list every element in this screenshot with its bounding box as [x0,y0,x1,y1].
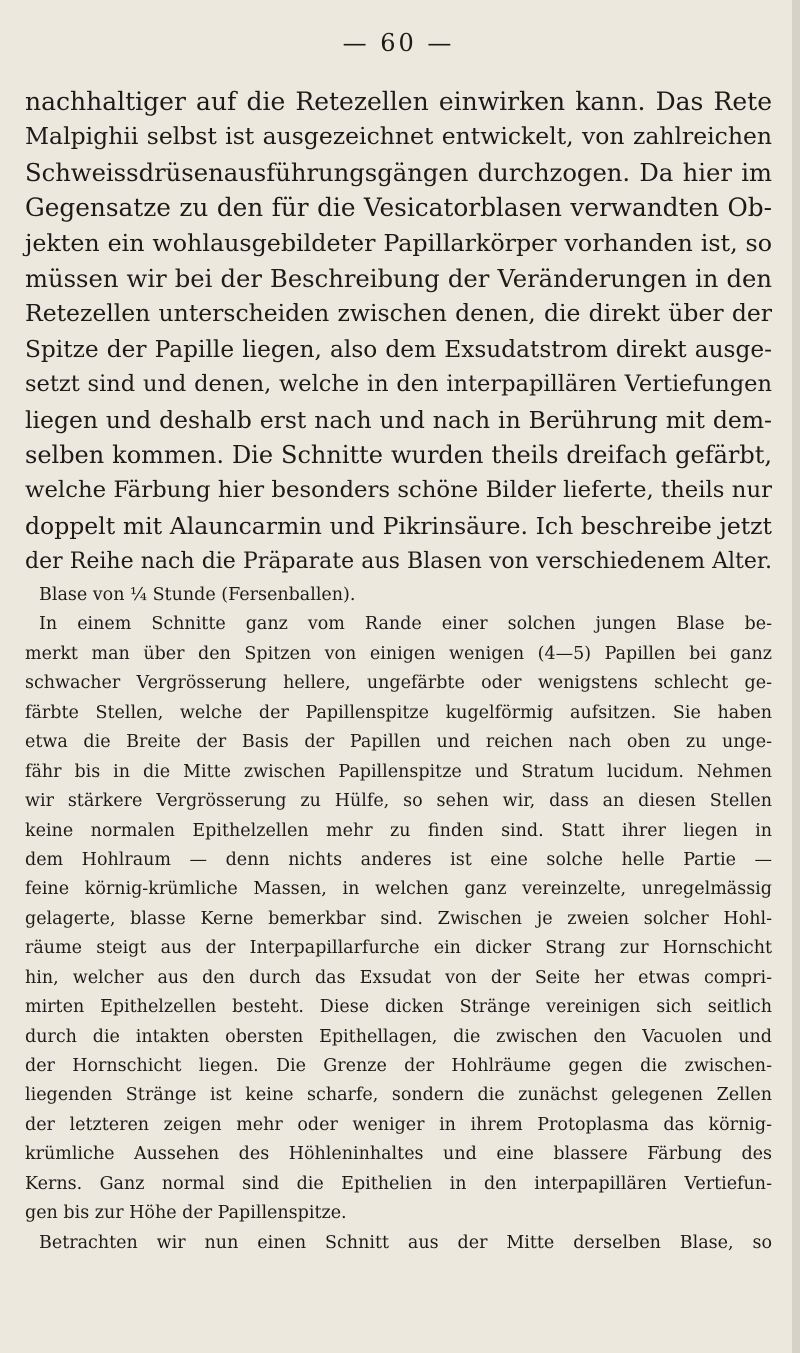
text-line: müssen wir bei der Beschreibung der Veränderungen in den [25,263,772,293]
small-text-line: Kerns. Ganz normal sind die Epithelien in den interpapillären Vertiefun- [25,1173,772,1194]
text-line: jekten ein wohlausgebildeter Papillarkörper vorhanden ist, so [25,228,772,257]
text-line: Spitze der Papille liegen, also dem Exsudatstrom direkt ausge- [25,335,772,363]
text-line: nachhaltiger auf die Retezellen einwirken kann. Das Rete [25,87,772,116]
text-line: doppelt mit Alauncarmin und Pikrinsäure. Ich beschreibe jetzt [25,511,772,540]
small-text-line: fähr bis in die Mitte zwischen Papillenspitze und Stratum lucidum. Nehmen [25,761,772,782]
page-number: — 60 — [342,29,455,57]
small-text-line: färbte Stellen, welche der Papillenspitze kugelförmig aufsitzen. Sie haben [25,702,772,723]
small-text-line: hin, welcher aus den durch das Exsudat von der Seite her etwas compri- [25,967,772,988]
text-line: welche Färbung hier besonders schöne Bilder lieferte, theils nur [25,477,772,504]
small-text-line: gen bis zur Höhe der Papillenspitze. [25,1203,347,1224]
small-text-line: mirten Epithelzellen besteht. Diese dicken Stränge vereinigen sich seitlich [25,997,772,1018]
small-text-line: Betrachten wir nun einen Schnitt aus der Mitte derselben Blase, so [39,1232,772,1253]
text-line: liegen und deshalb erst nach und nach in Berührung mit dem- [25,405,772,434]
small-text-line: etwa die Breite der Basis der Papillen und reichen nach oben zu unge- [25,732,772,753]
section-heading: Blase von ¼ Stunde (Fersenballen). [39,585,356,606]
small-text-line: der Hornschicht liegen. Die Grenze der Hohlräume gegen die zwischen- [25,1056,772,1077]
text-line: der Reihe nach die Präparate aus Blasen von verschiedenem Alter. [25,549,772,575]
text-line: selben kommen. Die Schnitte wurden theils dreifach gefärbt, [25,440,772,469]
small-text-line: durch die intakten obersten Epithellagen, die zwischen den Vacuolen und [25,1026,772,1047]
text-line: Retezellen unterscheiden zwischen denen, die direkt über der [25,299,772,328]
text-line: Malpighii selbst ist ausgezeichnet entwickelt, von zahlreichen [25,122,772,151]
small-text-line: merkt man über den Spitzen von einigen wenigen (4—5) Papillen bei ganz [25,643,772,664]
small-text-line: wir stärkere Vergrösserung zu Hülfe, so sehen wir, dass an diesen Stellen [25,791,772,812]
text-line: Gegensatze zu den für die Vesicatorblasen verwandten Ob- [25,193,772,223]
main-paragraph [25,84,772,579]
small-text-line: gelagerte, blasse Kerne bemerkbar sind. Zwischen je zweien solcher Hohl- [25,908,772,929]
small-text-line: räume steigt aus der Interpapillarfurche ein dicker Strang zur Hornschicht [25,938,772,959]
small-text-line: dem Hohlraum — denn nichts anderes ist eine solche helle Partie — [25,849,772,870]
small-text-line: keine normalen Epithelzellen mehr zu finden sind. Statt ihrer liegen in [25,820,772,841]
small-text-line: krümliche Aussehen des Höhleninhaltes und eine blassere Färbung des [25,1144,772,1165]
text-line: setzt sind und denen, welche in den interpapillären Vertiefungen [25,371,772,398]
small-text-line: feine körnig-krümliche Massen, in welchen ganz vereinzelte, unregelmässig [25,879,772,900]
small-text-line: der letzteren zeigen mehr oder weniger in ihrem Protoplasma das körnig- [25,1114,772,1135]
text-line: Schweissdrüsenausführungsgängen durchzogen. Da hier im [25,157,772,187]
small-text-line: schwacher Vergrösserung hellere, ungefärbte oder wenigstens schlecht ge- [25,673,772,694]
small-text-line: In einem Schnitte ganz vom Rande einer solchen jungen Blase be- [39,614,772,635]
small-text-line: liegenden Stränge ist keine scharfe, sondern die zunächst gelegenen Zellen [25,1085,772,1106]
small-print-paragraph [25,610,772,1258]
